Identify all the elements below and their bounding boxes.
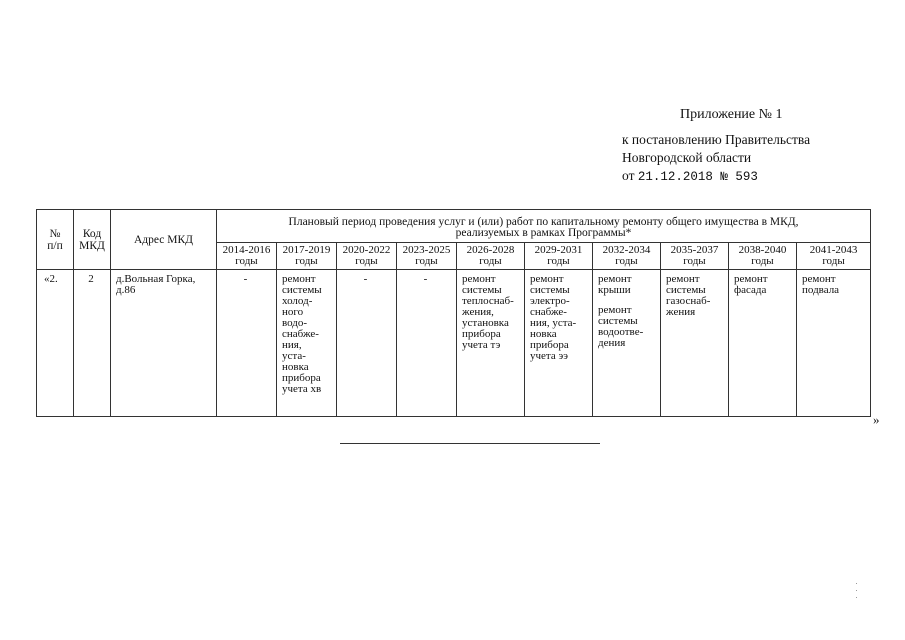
table-row bbox=[37, 270, 871, 417]
cell-period-2029-2031: ремонт системы электро- снабже- ния, уста- новка прибора учета ээ bbox=[525, 270, 593, 417]
cell-period-2017-2019: ремонт системы холод- ного водо- снабже- ния, уста- новка прибора учета хв bbox=[277, 270, 337, 417]
cell-building-address: д.Вольная Горка, д.86 bbox=[111, 270, 217, 417]
cell-period-2026-2028: ремонт системы теплоснаб- жения, установка прибора учета тэ bbox=[457, 270, 525, 417]
scan-speck-marks bbox=[856, 583, 858, 601]
header-period-2014-2016: 2014-2016 годы bbox=[217, 243, 277, 270]
cell-building-code: 2 bbox=[74, 270, 111, 417]
scan-speck bbox=[856, 583, 857, 584]
scan-speck bbox=[856, 590, 857, 591]
decree-reference bbox=[622, 131, 810, 186]
header-period-2032-2034: 2032-2034 годы bbox=[593, 243, 661, 270]
cell-roof-repair: ремонт крыши bbox=[598, 273, 632, 296]
appendix-title: Приложение № 1 bbox=[680, 107, 783, 122]
header-building-code: Код МКД bbox=[74, 210, 111, 270]
header-period-2029-2031: 2029-2031 годы bbox=[525, 243, 593, 270]
separator-line bbox=[340, 443, 600, 444]
cell-period-2023-2025: - bbox=[397, 270, 457, 417]
closing-quote-mark: » bbox=[873, 412, 880, 427]
header-period-2038-2040: 2038-2040 годы bbox=[729, 243, 797, 270]
header-period-2041-2043: 2041-2043 годы bbox=[797, 243, 871, 270]
cell-period-2014-2016: - bbox=[217, 270, 277, 417]
decree-date bbox=[622, 167, 810, 186]
header-period-2026-2028: 2026-2028 годы bbox=[457, 243, 525, 270]
cell-period-2020-2022: - bbox=[337, 270, 397, 417]
header-planned-period: Плановый период проведения услуг и (или) работ по капитальному ремонту общего имущества в МКД, реализуемых в рамках Программы* bbox=[217, 210, 871, 243]
table-header-row-1 bbox=[37, 210, 871, 243]
scan-speck bbox=[856, 597, 857, 598]
header-row-number: № п/п bbox=[37, 210, 74, 270]
capital-repair-plan-table bbox=[36, 209, 871, 417]
decree-date-prefix: от bbox=[622, 168, 638, 183]
cell-row-number: «2. bbox=[37, 270, 74, 417]
cell-period-2032-2034 bbox=[593, 270, 661, 417]
header-building-address: Адрес МКД bbox=[111, 210, 217, 270]
cell-period-2038-2040: ремонт фасада bbox=[729, 270, 797, 417]
header-period-2035-2037: 2035-2037 годы bbox=[661, 243, 729, 270]
cell-drainage-repair: ремонт системы водоотве- дения bbox=[598, 304, 644, 349]
header-period-2017-2019: 2017-2019 годы bbox=[277, 243, 337, 270]
cell-period-2041-2043: ремонт подвала bbox=[797, 270, 871, 417]
header-period-2020-2022: 2020-2022 годы bbox=[337, 243, 397, 270]
decree-line-1: к постановлению Правительства bbox=[622, 132, 811, 147]
decree-date-number: 21.12.2018 № 593 bbox=[637, 170, 758, 184]
header-period-2023-2025: 2023-2025 годы bbox=[397, 243, 457, 270]
decree-line-2: Новгородской области bbox=[622, 150, 752, 165]
cell-period-2035-2037: ремонт системы газоснаб- жения bbox=[661, 270, 729, 417]
